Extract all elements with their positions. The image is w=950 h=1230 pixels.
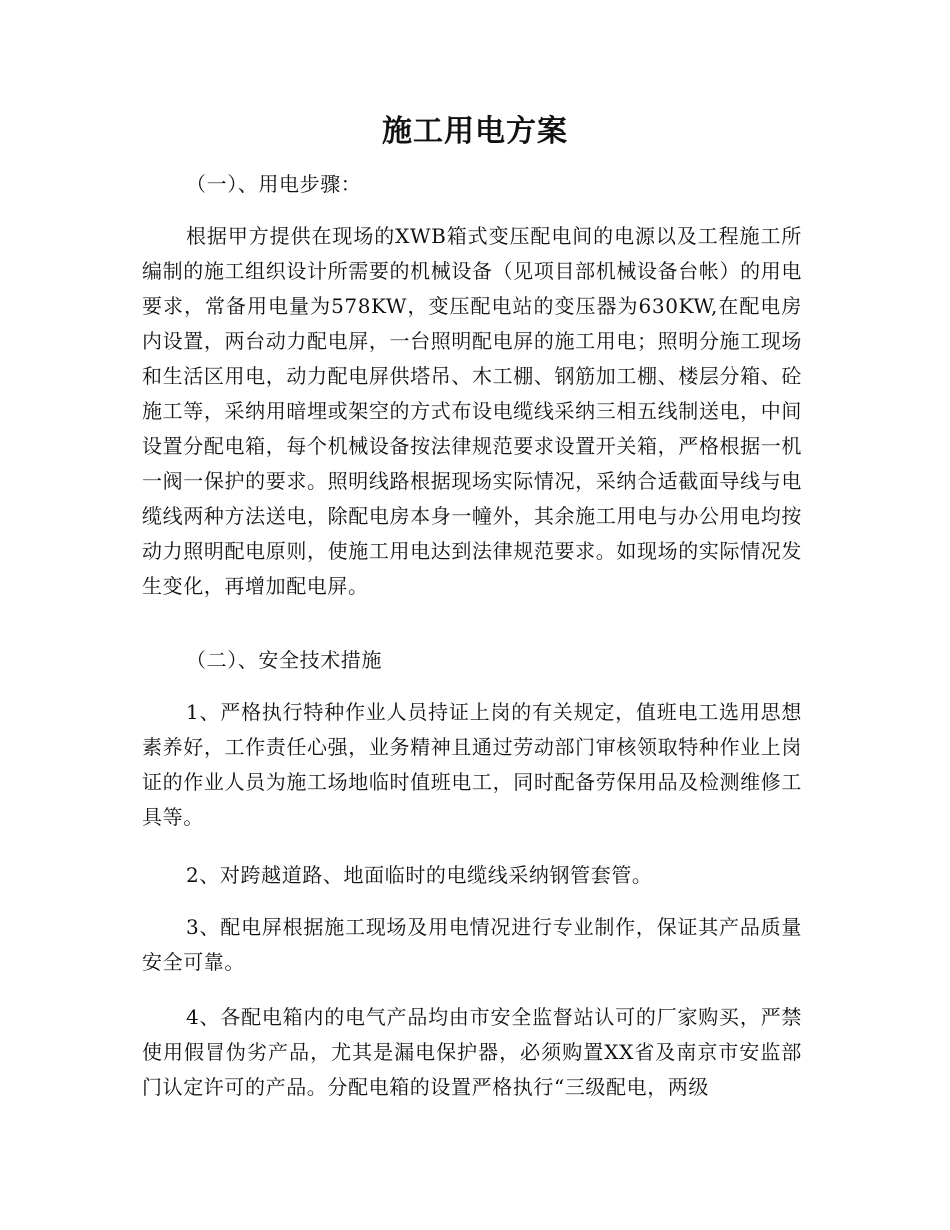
document-title: 施工用电方案 <box>382 114 568 149</box>
section1-paragraph: 根据甲方提供在现场的XWB箱式变压配电间的电源以及工程施工所编制的施工组织设计所需要的机械设备（见项目部机械设备台帐）的用电要求，常备用电量为578KW，变压配电站的变压器为630KW,在配电房内设置，两台动力配电屏，一台照明配电屏的施工用电；照明分施工现场和生活区用电，动力配电屏供塔吊、木工棚、钢筋加工棚、楼层分箱、砼施工等，采纳用暗埋或架空的方式布设电缆线采纳三相五线制送电，中间设置分配电箱，每个机械设备按法律规范要求设置开关箱，严格根据一机一阀一保护的要求。照明线路根据现场实际情况，采纳合适截面导线与电缆线两种方法送电，除配电房本身一幢外，其余施工用电与办公用电均按动力照明配电原则，使施工用电达到法律规范要求。如现场的实际情况发生变化，再增加配电屏。 <box>142 224 802 598</box>
list-item-2: 2、对跨越道路、地面临时的电缆线采纳钢管套管。 <box>186 863 653 887</box>
section1-heading: （一）、用电步骤： <box>186 172 362 196</box>
list-item-3: 3、配电屏根据施工现场及用电情况进行专业制作，保证其产品质量安全可靠。 <box>142 915 802 974</box>
section2-heading: （二）、安全技术措施 <box>186 648 382 672</box>
list-item-4: 4、各配电箱内的电气产品均由市安全监督站认可的厂家购买，严禁使用假冒伪劣产品，尤其是漏电保护器，必须购置XX省及南京市安监部门认定许可的产品。分配电箱的设置严格执行“三级配电，两级 <box>142 1005 802 1099</box>
list-item-1: 1、严格执行特种作业人员持证上岗的有关规定，值班电工选用思想素养好，工作责任心强，业务精神且通过劳动部门审核领取特种作业上岗证的作业人员为施工场地临时值班电工，同时配备劳保用品及检测维修工具等。 <box>142 700 802 829</box>
